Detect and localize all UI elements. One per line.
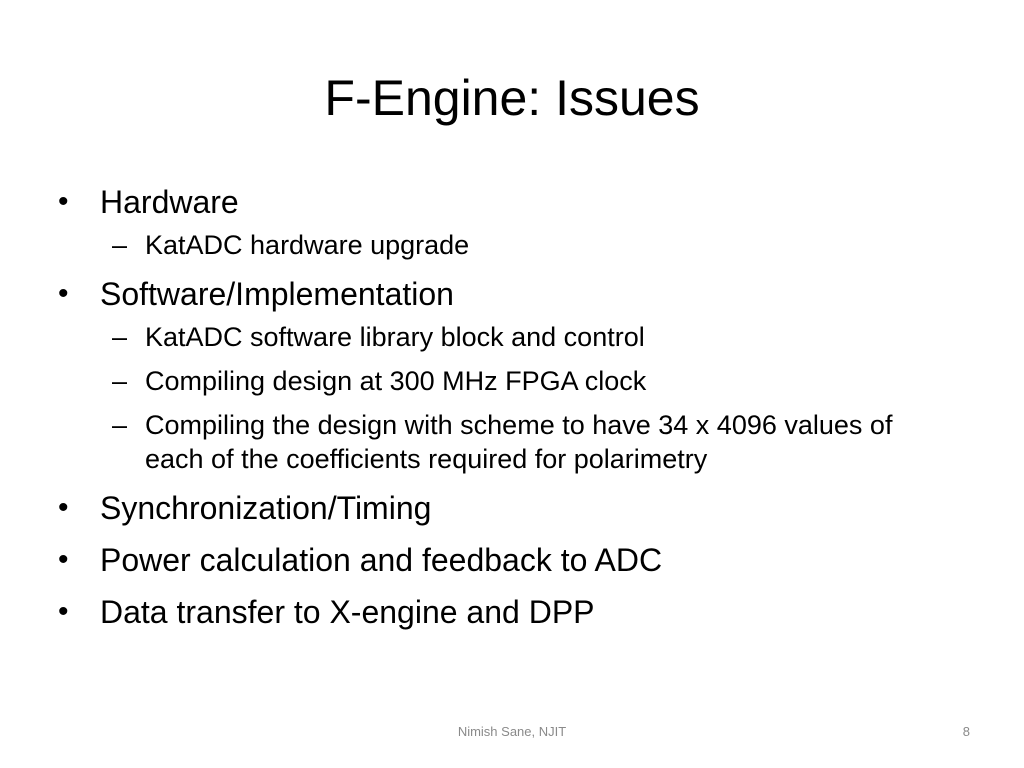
bullet-marker: • [58, 185, 69, 218]
sub-bullet-text: KatADC software library block and control [145, 322, 645, 352]
sub-bullet-item [100, 364, 956, 398]
sub-bullet-list [100, 228, 956, 262]
sub-bullet-list [100, 320, 956, 476]
sub-bullet-marker: – [112, 410, 128, 440]
bullet-list [56, 180, 956, 642]
bullet-item [56, 180, 956, 224]
sub-bullet-item [100, 320, 956, 354]
sub-bullet-text: KatADC hardware upgrade [145, 230, 470, 260]
bullet-marker: • [58, 543, 69, 576]
sub-bullet-marker: – [112, 366, 128, 396]
sub-bullet-marker: – [112, 230, 128, 260]
bullet-text: Software/Implementation [100, 276, 454, 312]
sub-bullet-text: Compiling the design with scheme to have 34 x 4096 values of each of the coefficients required for polarimetry [145, 410, 893, 474]
bullet-item [56, 272, 956, 316]
slide-number: 8 [962, 724, 970, 739]
bullet-text: Hardware [100, 184, 239, 220]
sub-bullet-text: Compiling design at 300 MHz FPGA clock [145, 366, 647, 396]
slide-footer: Nimish Sane, NJIT [457, 724, 567, 739]
sub-bullet-marker: – [112, 322, 128, 352]
bullet-item [56, 538, 956, 582]
bullet-text: Power calculation and feedback to ADC [100, 542, 663, 578]
bullet-text: Data transfer to X-engine and DPP [100, 594, 595, 630]
sub-bullet-item [100, 228, 956, 262]
bullet-text: Synchronization/Timing [100, 490, 432, 526]
bullet-marker: • [58, 595, 69, 628]
bullet-item [56, 486, 956, 530]
bullet-marker: • [58, 277, 69, 310]
sub-bullet-item [100, 408, 956, 476]
bullet-item [56, 590, 956, 634]
bullet-marker: • [58, 491, 69, 524]
slide-title: F-Engine: Issues [324, 70, 700, 126]
